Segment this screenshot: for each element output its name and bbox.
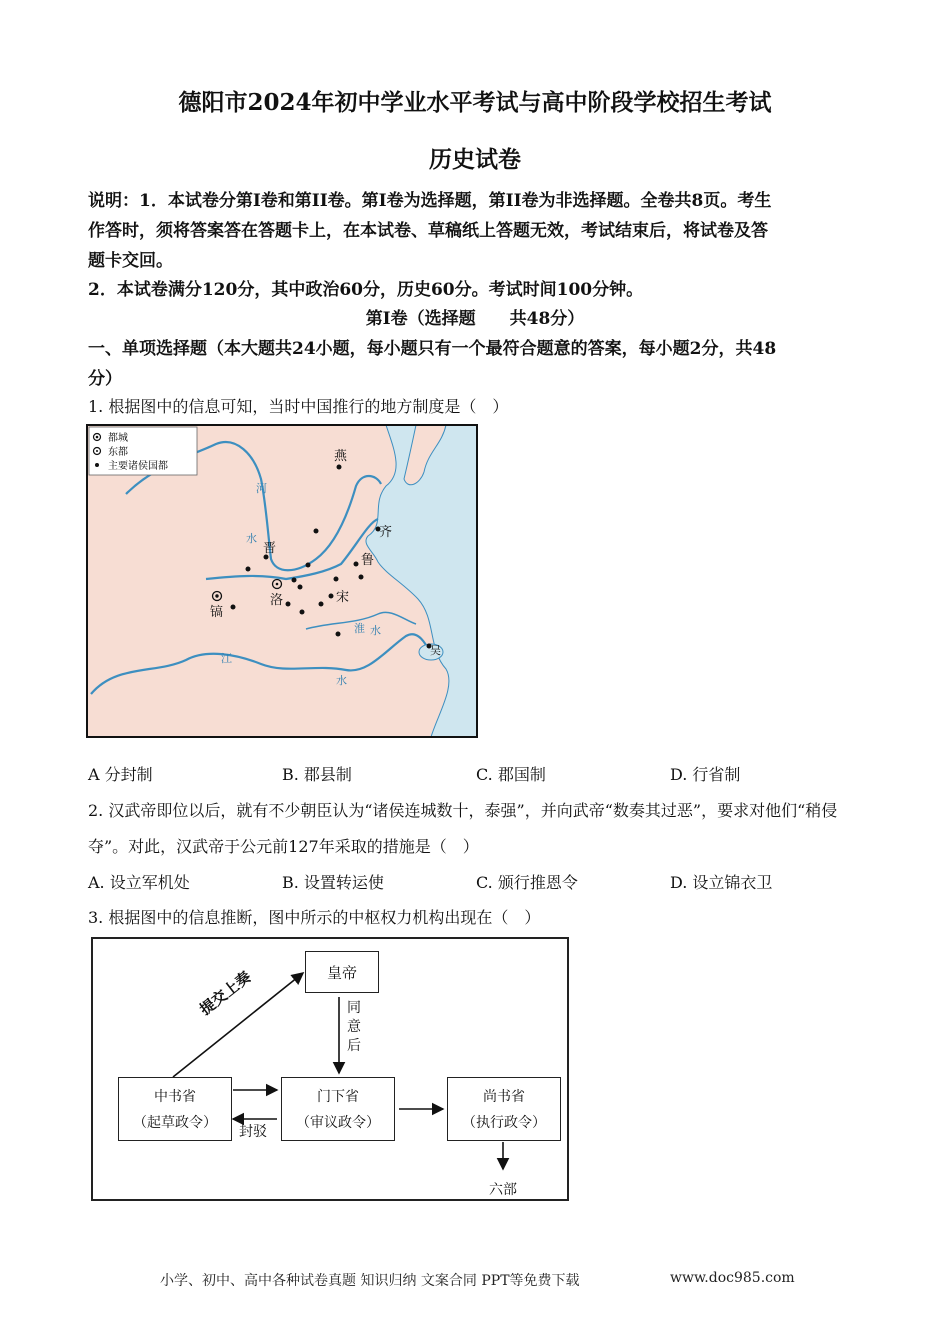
q1-option-b: B. 郡县制 xyxy=(282,765,352,784)
instruction-line-1: 说明：1．本试卷分第Ⅰ卷和第II卷。第Ⅰ卷为选择题，第II卷为非选择题。全卷共8页。考生 xyxy=(88,191,772,211)
reject-label: 封驳 xyxy=(239,1124,267,1140)
q1-option-c: C. 郡国制 xyxy=(476,765,546,784)
q1-option-a: A 分封制 xyxy=(88,765,153,784)
q2-option-a: A. 设立军机处 xyxy=(88,873,190,892)
part1-heading: 第Ⅰ卷（选择题 共48分） xyxy=(365,309,585,329)
q2-stem-line-2: 夺”。对此，汉武帝于公元前127年采取的措施是（ ） xyxy=(88,837,479,856)
label-jin: 晋 xyxy=(263,541,277,556)
menxia-name: 门下省 xyxy=(317,1089,359,1105)
label-shui-2: 水 xyxy=(336,674,347,687)
shangshu-name: 尚书省 xyxy=(483,1089,525,1105)
q2-option-d: D. 设立锦衣卫 xyxy=(670,873,773,892)
agree-char-1: 同 xyxy=(347,1000,361,1016)
menxia-box xyxy=(281,1077,395,1141)
instruction-line-3: 题卡交回。 xyxy=(88,251,173,271)
q2-stem-line-1: 2. 汉武帝即位以后，就有不少朝臣认为“诸侯连城数十，泰强”，并向武帝“数奏其过恶”，要求对他们“稍侵 xyxy=(88,801,838,820)
q1-option-d: D. 行省制 xyxy=(670,765,741,784)
label-shui-3: 水 xyxy=(370,624,381,637)
legend-vassal-capital: 主要诸侯国都 xyxy=(108,461,168,472)
label-lu: 鲁 xyxy=(361,553,375,568)
label-wu: 吴 xyxy=(430,644,441,657)
label-huai: 淮 xyxy=(354,622,365,635)
q2-option-b: B. 设置转运使 xyxy=(282,873,384,892)
emperor-box: 皇帝 xyxy=(305,951,379,993)
q1-map xyxy=(86,424,478,738)
footer-url[interactable]: www.doc985.com xyxy=(670,1270,795,1286)
six-ministries-label: 六部 xyxy=(489,1182,517,1198)
label-he: 河 xyxy=(256,482,267,495)
footer-text: 小学、初中、高中各种试卷真题 知识归纳 文案合同 PPT等免费下载 xyxy=(160,1273,580,1289)
agree-char-3: 后 xyxy=(347,1038,361,1054)
submit-label: 提交上奏 xyxy=(196,967,255,1019)
zhongshu-role: （起草政令） xyxy=(133,1115,217,1131)
instruction-line-4: 2．本试卷满分120分，其中政治60分，历史60分。考试时间100分钟。 xyxy=(88,280,644,300)
shangshu-box xyxy=(447,1077,561,1141)
legend-capital: 都城 xyxy=(108,433,128,444)
section-heading-line-1: 一、单项选择题（本大题共24小题，每小题只有一个最符合题意的答案，每小题2分，共48 xyxy=(88,339,777,359)
label-song: 宋 xyxy=(336,590,350,605)
legend-east-capital: 东都 xyxy=(108,447,128,458)
label-yan: 燕 xyxy=(334,449,348,464)
label-luo: 洛 xyxy=(270,593,284,608)
exam-subtitle: 历史试卷 xyxy=(429,146,521,173)
label-jiang: 江 xyxy=(221,652,232,665)
label-qi: 齐 xyxy=(379,525,393,540)
q1-stem: 1. 根据图中的信息可知，当时中国推行的地方制度是（ ） xyxy=(88,397,509,416)
agree-label xyxy=(347,999,363,1056)
exam-title: 德阳市2024年初中学业水平考试与高中阶段学校招生考试 xyxy=(178,89,772,116)
section-heading-line-2: 分） xyxy=(88,369,122,389)
label-shui-1: 水 xyxy=(246,532,257,545)
menxia-role: （审议政令） xyxy=(296,1115,380,1131)
label-hao: 镐 xyxy=(210,605,224,620)
zhongshu-name: 中书省 xyxy=(154,1089,196,1105)
agree-char-2: 意 xyxy=(347,1019,361,1035)
instruction-line-2: 作答时，须将答案答在答题卡上，在本试卷、草稿纸上答题无效，考试结束后，将试卷及答 xyxy=(88,221,768,241)
zhongshu-box xyxy=(118,1077,232,1141)
shangshu-role: （执行政令） xyxy=(462,1115,546,1131)
q3-stem: 3. 根据图中的信息推断，图中所示的中枢权力机构出现在（ ） xyxy=(88,908,541,927)
q3-diagram xyxy=(91,937,569,1201)
q2-option-c: C. 颁行推恩令 xyxy=(476,873,578,892)
